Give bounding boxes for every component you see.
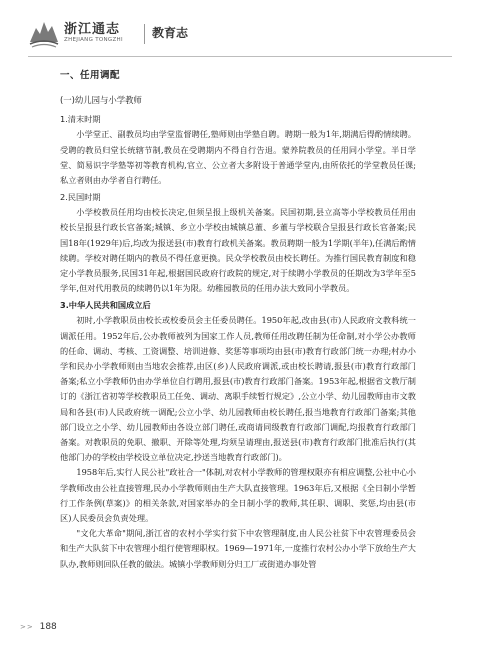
paragraph-1: 小学堂正、副教员均由学堂监督聘任,塾师则由学塾自聘。聘期一般为1年,期满后得酌情续聘。受聘的教员归堂长统辖节制,教员在受聘期内不得自行告退。蒙养院教员的任用同小学堂。半日学堂、简易识字学塾等初等教育机构,官立、公立者大多附设于普通学堂内,由所依托的学堂教员任课;私立者则由办学者自行聘任。 (60, 129, 416, 186)
subsection-heading: (一)幼儿园与小学教师 (60, 95, 142, 106)
page-number: 188 (39, 622, 57, 632)
page-header (28, 10, 452, 56)
period-heading-1: 1.清末时期 (60, 114, 101, 125)
paragraph-5: "文化大革命"期间,浙江省的农村小学实行贫下中农管理制度,由人民公社贫下中农管理委员会和生产大队贫下中农管理小组行使管理职权。1969—1971年,一度推行农村公办小学下放给生产大队办,教师则回队任教的做法。城镇小学教师则分归工厂或街道办事处管 (60, 528, 416, 569)
paragraph-2: 小学校教员任用均由校长决定,但须呈报上级机关备案。民国初期,县立高等小学校教员任用由校长呈报县行政长官备案;城镇、乡立小学校由城镇总董、乡董与学校联合呈报县行政长官备案;民国18年(1929年)后,均改为报送县(市)教育行政机关备案。教员聘期一般为1学期(半年),任满后酌情续聘。学校对聘任期内的教员不得任意更换。民众学校教员由校长聘任。为推行国民教育制度和稳定小学教员服务,民国31年起,根据国民政府行政院的规定,对于续聘小学教员的任期改为3学年至5学年,但对代用教员的续聘仍以1年为限。幼稚园教员的任用办法大致同小学教员。 (60, 207, 416, 294)
paragraph-4: 1958年后,实行人民公社"政社合一"体制,对农村小学教师的管理权限亦有相应调整,公社中心小学教师改由公社直接管理,民办小学教师则由生产大队直接管理。1963年后,又根据《全日制小学暂行工作条例(草案)》的相关条款,对国家举办的全日制小学的教师,其任职、调职、奖惩,均由县(市区)人民委员会负责处理。 (60, 467, 416, 524)
paragraph-3: 初时,小学教职员由校长或校委员会主任委员聘任。1950年起,改由县(市)人民政府文教科统一调派任用。1952年后,公办教师被列为国家工作人员,教师任用改聘任制为任命制,对小学公办教师的任命、调动、考核、工资调整、培训进修、奖惩等事项均由县(市)教育行政部门统一办理;村办小学和民办小学教师则由当地农会推荐,由区(乡)人民政府调派,或由校长聘请,报县(市)教育行政部门备案;私立小学教师仍由办学单位自行聘用,报县(市)教育行政部门备案。1953年起,根据省文教厅制订的《浙江省初等学校教职员工任免、调动、离职手续暂行规定》,公立小学、幼儿园教师由市文教局和各县(市)人民政府统一调配;公立小学、幼儿园教师由校长聘任,报当地教育行政部门备案;其他部门设立之小学、幼儿园教师由各设立部门聘任,或商请同级教育行政部门调配,均报教育行政部门备案。对教职员的免职、撤职、开除等处理,均须呈请理由,报送县(市)教育行政部门批准后执行(其他部门办的学校由学校设立单位决定,抄送当地教育行政部门)。 (60, 315, 416, 463)
period-heading-2: 2.民国时期 (60, 192, 101, 203)
logo-title: 浙江通志 (64, 22, 121, 37)
section-heading: 一、任用调配 (60, 70, 121, 81)
page-body (60, 68, 416, 572)
logo-emblem-icon (28, 16, 60, 50)
period-heading-3: 3.中华人民共和国成立后 (60, 300, 151, 311)
section-title: 教育志 (152, 26, 189, 40)
page-footer (20, 622, 57, 636)
header-divider (144, 24, 145, 44)
header-rule (28, 56, 452, 57)
logo-subtitle: ZHEJIANG TONGZHI (64, 37, 123, 43)
logo (28, 14, 140, 52)
footer-marks: >> (20, 623, 34, 631)
